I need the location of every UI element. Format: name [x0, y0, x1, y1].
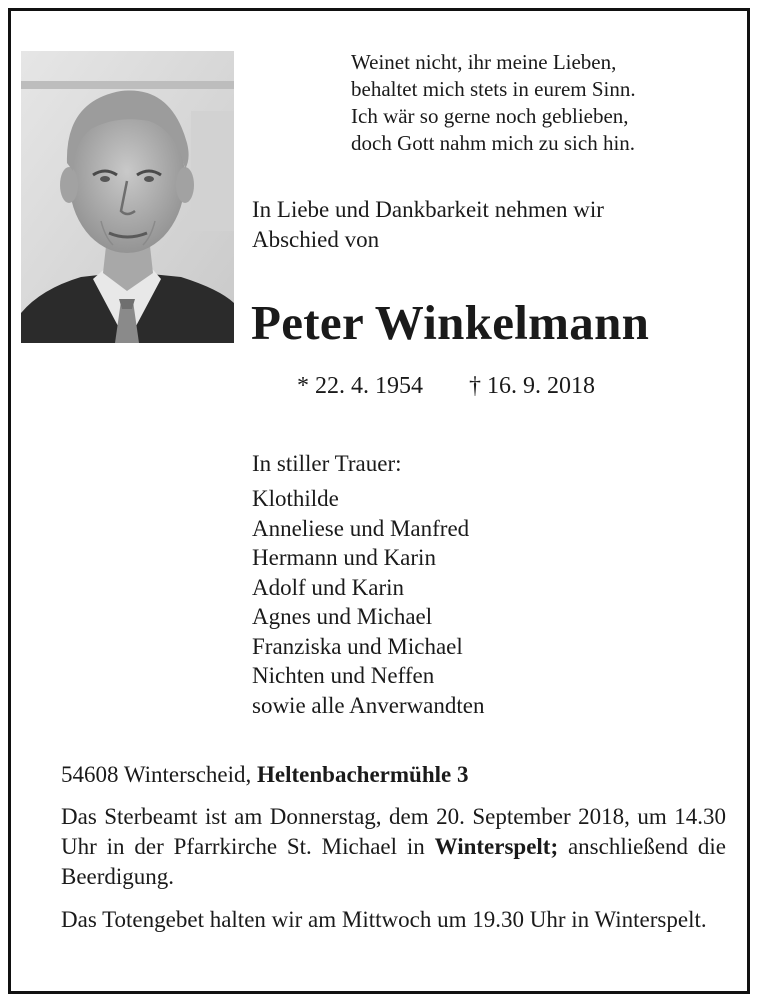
family-address	[61, 760, 731, 790]
address-place: 54608 Winterscheid,	[61, 762, 258, 787]
intro-line-1: In Liebe und Dankbarkeit nehmen wir	[252, 197, 604, 222]
mourner-item: Klothilde	[252, 486, 339, 511]
intro-line-2: Abschied von	[252, 227, 380, 252]
address-street: Heltenbachermühle 3	[257, 762, 469, 787]
mourner-item: Nichten und Neffen	[252, 663, 435, 688]
portrait-photo-icon	[21, 51, 234, 343]
funeral-service-notice	[61, 802, 726, 892]
birth-date: * 22. 4. 1954	[297, 373, 423, 399]
vigil-notice: Das Totengebet halten wir am Mittwoch um 19.30 Uhr in Winterspelt.	[61, 907, 707, 932]
deceased-name: Peter Winkelmann	[251, 295, 650, 350]
mourners-heading: In stiller Trauer:	[252, 451, 402, 476]
life-dates	[297, 371, 737, 401]
mourner-item: Hermann und Karin	[252, 545, 436, 570]
mourner-item: Franziska und Michael	[252, 633, 463, 659]
obituary-frame	[8, 8, 750, 994]
mourner-item: Agnes und Michael	[252, 604, 433, 629]
funeral-place: Winterspelt;	[434, 834, 559, 859]
funeral-text-b: anschließend die Beerdigung.	[61, 834, 726, 889]
death-date: † 16. 9. 2018	[469, 373, 595, 399]
mourner-item: sowie alle Anverwandten	[252, 692, 485, 718]
mourners-list	[252, 484, 732, 720]
mourner-item: Adolf und Karin	[252, 574, 405, 600]
poem-line: doch Gott nahm mich zu sich hin.	[351, 131, 636, 155]
poem-line: behaltet mich stets in eurem Sinn.	[351, 77, 636, 101]
poem	[351, 49, 731, 157]
poem-line: Ich wär so gerne noch geblieben,	[351, 104, 629, 128]
portrait-photo	[21, 51, 234, 343]
farewell-intro	[252, 195, 732, 255]
poem-line: Weinet nicht, ihr meine Lieben,	[351, 50, 617, 74]
funeral-text-a: Das Sterbeamt ist am Donnerstag, dem 20. September 2018, um 14.30 Uhr in der Pfarrkirche St. Michael in	[61, 804, 726, 859]
mourner-item: Anneliese und Manfred	[252, 515, 470, 541]
